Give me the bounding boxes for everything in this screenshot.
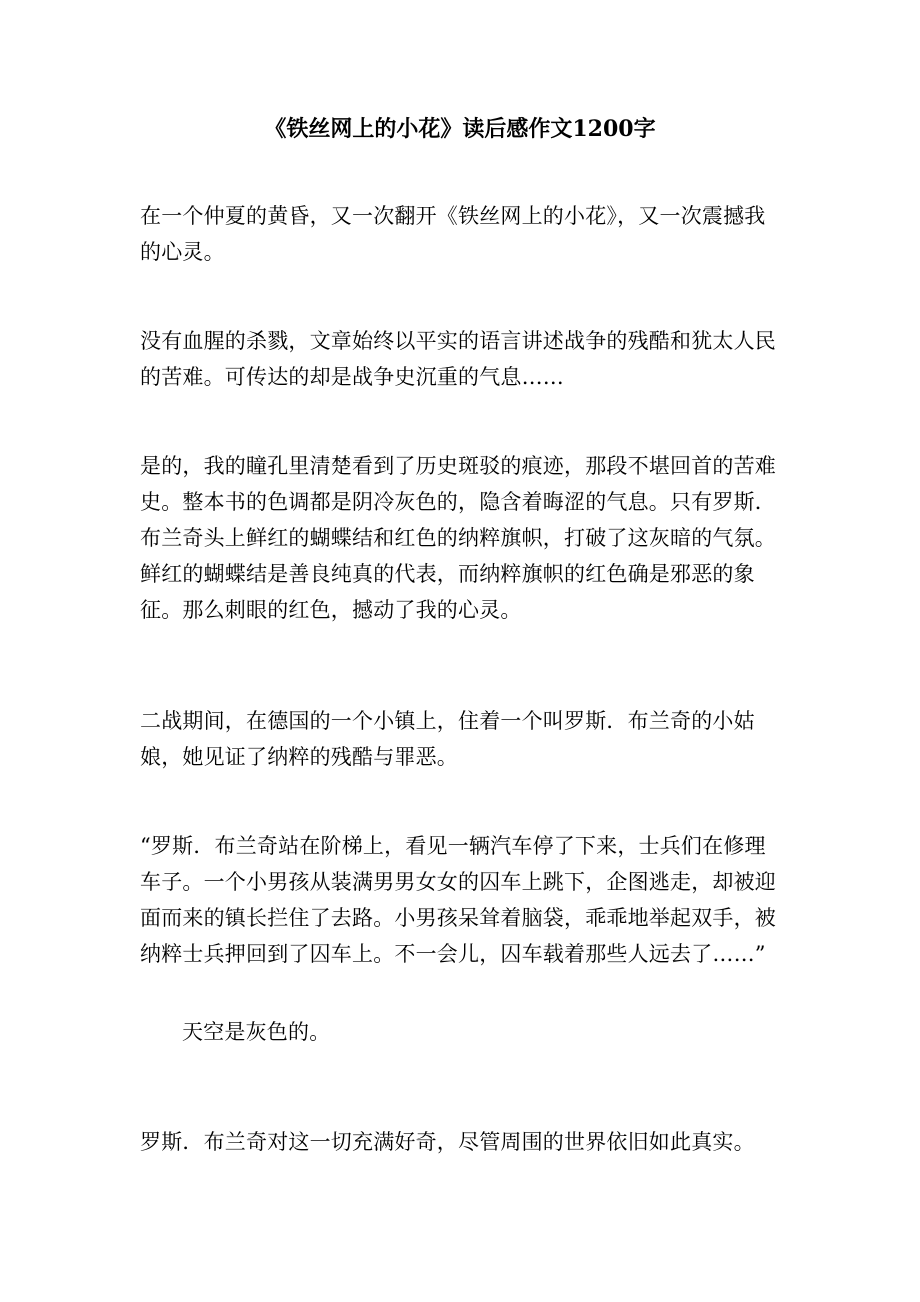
document-title: 《铁丝网上的小花》读后感作文1200字 (264, 116, 656, 142)
paragraph-2: 没有血腥的杀戮，文章始终以平实的语言讲述战争的残酷和犹太人民的苦难。可传达的却是战争史沉重的气息…… (140, 329, 776, 389)
paragraph-1: 在一个仲夏的黄昏，又一次翻开《铁丝网上的小花》，又一次震撼我的心灵。 (140, 204, 766, 264)
paragraph-6: 天空是灰色的。 (182, 1020, 331, 1044)
paragraph-7: 罗斯．布兰奇对这一切充满好奇，尽管周围的世界依旧如此真实。 (140, 1130, 755, 1154)
paragraph-4: 二战期间，在德国的一个小镇上，住着一个叫罗斯．布兰奇的小姑娘，她见证了纳粹的残酷与罪恶。 (140, 709, 755, 769)
paragraph-5: “罗斯．布兰奇站在阶梯上，看见一辆汽车停了下来，士兵们在修理车子。一个小男孩从装满男男女女的囚车上跳下，企图逃走，却被迎面而来的镇长拦住了去路。小男孩呆耸着脑袋，乖乖地举起双手，被纳粹士兵押回到了囚车上。不一会儿，囚车载着那些人远去了……” (140, 834, 776, 966)
paragraph-3: 是的，我的瞳孔里清楚看到了历史斑驳的痕迹，那段不堪回首的苦难史。整本书的色调都是阴冷灰色的，隐含着晦涩的气息。只有罗斯．布兰奇头上鲜红的蝴蝶结和红色的纳粹旗帜，打破了这灰暗的气氛。鲜红的蝴蝶结是善良纯真的代表，而纳粹旗帜的红色确是邪恶的象征。那么刺眼的红色，撼动了我的心灵。 (140, 454, 776, 622)
